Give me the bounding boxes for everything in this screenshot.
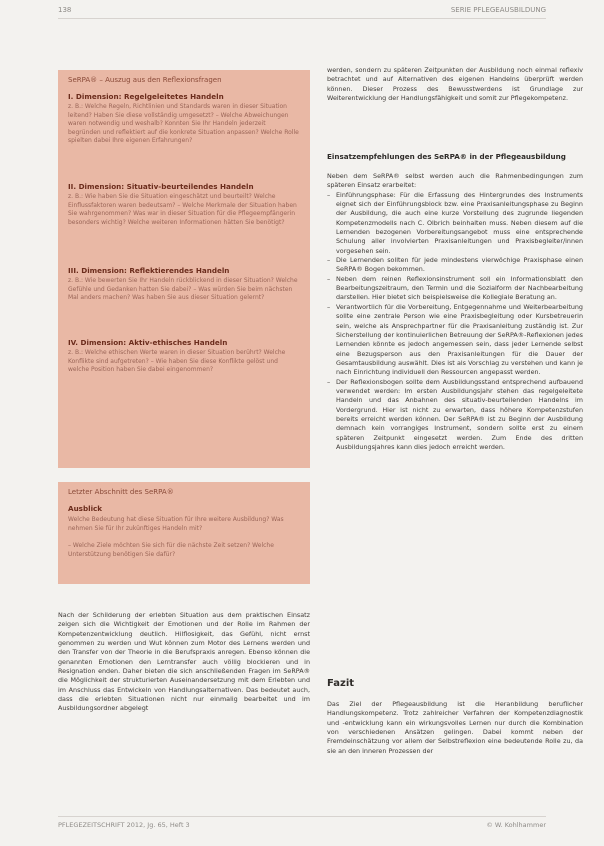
dimension-text: z. B.: Wie haben Sie die Situation eingeschätzt und beurteilt? Welche Einflussfaktoren waren bedeutsam? – Welche Merkmale der Situation haben Sie wahrgenommen? Was war in dieser Situation für die Pflegeempfängerin besonders wichtig? Welche weiteren Informationen hätten Sie benötigt? (68, 193, 297, 226)
publisher: © W. Kohlhammer (486, 821, 546, 829)
page-number: 138 (58, 6, 72, 14)
outlook-text-2: – Welche Ziele möchten Sie sich für die nächste Zeit setzen? Welche Unterstützung benötigen Sie dafür? (68, 542, 274, 558)
box-title: Letzter Abschnitt des SeRPA® (68, 488, 174, 496)
recommendations (327, 172, 583, 452)
journal-reference: PFLEGEZEITSCHRIFT 2012, Jg. 65, Heft 3 (58, 821, 190, 829)
dimension-text: z. B.: Wie bewerten Sie Ihr Handeln rückblickend in dieser Situation? Welche Gefühle und Gedanken hatten Sie dabei? – Was würden Sie beim nächsten Mal anders machen? Was haben Sie aus dieser Situation gelernt? (68, 277, 298, 302)
list-item: – Neben dem reinen Reflexionsinstrument soll ein Informationsblatt den Bearbeitungszeitraum, den Termin und die Sozialform der Nachbearbeitung darstellen. Hier bietet sich beispielsweise die Kollegiale Beratung an. (327, 275, 583, 303)
section-subheading: Einsatzempfehlungen des SeRPA® in der Pflegeausbildung (327, 152, 566, 161)
list-item: – Einführungsphase: Für die Erfassung des Hintergrundes des Instruments eignet sich der Einführungsblock bzw. eine Praxisanleitungsphase zu Beginn der Ausbildung, die auch eine kurze Vorstellung des zugrunde liegenden Kompetenzmodells nach C. Olbrich beinhalten muss. Neben diesem auf die Lernenden bezogenen Vorbereitungsangebot muss eine entsprechende Schulung aller involvierten Praxisanleitungen und Praxisbegleiter/innen vorgesehen sein. (327, 191, 583, 256)
outlook-box (58, 482, 310, 584)
dimension-1 (68, 92, 300, 146)
fazit-text (327, 700, 583, 756)
dimension-2 (68, 182, 300, 227)
dimension-text: z. B.: Welche ethischen Werte waren in dieser Situation berührt? Welche Konflikte sind aufgetreten? – Wie haben Sie diese Konflikte gelöst und welche Position haben Sie dabei eingenommen? (68, 349, 286, 374)
fazit-heading: Fazit (327, 678, 355, 689)
dimension-text: z. B.: Welche Regeln, Richtlinien und Standards waren in dieser Situation leitend? Haben Sie diese vollständig umgesetzt? – Welche Abweichungen waren notwendig und weshalb? Konnten Sie Ihr Handeln jederzeit begründen und reflektiert auf die konkrete Situation anpassen? Welche Rolle spielten dabei Ihre eigenen Erfahrungen? (68, 103, 299, 145)
dimension-heading: IV. Dimension: Aktiv-ethisches Handeln (68, 338, 228, 347)
box-title: SeRPA® – Auszug aus den Reflexionsfragen (68, 76, 222, 84)
dimension-3 (68, 266, 300, 303)
outlook-text-1: Welche Bedeutung hat diese Situation für Ihre weitere Ausbildung? Was nehmen Sie für Ihr zukünftiges Handeln mit? (68, 516, 284, 532)
list-item: – Verantwortlich für die Vorbereitung, Entgegennahme und Weiterbearbeitung sollte eine zentrale Person wie eine Praxisbegleitung oder Kursbetreuerin sein, welche als Ansprechpartner für die Praxisanleitung zuständig ist. Zur Sicherstellung der kontinuierlichen Betreuung der SeRPA®-Reflexionen jedes Lernenden könnte es jedoch angemessen sein, dass jeder Lernende selbst eine Bezugsperson aus den Praxisanleitungen für die Dauer der Gesamtausbildung auswählt. Dies ist als Vorschlag zu verstehen und kann je nach Einrichtung individuell den Ressourcen angepasst werden. (327, 303, 583, 378)
body-paragraph: Das Ziel der Pflegeausbildung ist die Heranbildung beruflicher Handlungskompetenz. Trotz zahlreicher Verfahren der Kompetenzdiagnostik und -entwicklung kann ein wirkungsvolles Lernen nur durch die Kombination von verschiedenen Ansätzen gelingen. Dabei kommt neben der Fremdeinschätzung vor allem der Selbstreflexion eine bedeutende Rolle zu, da sie an den inneren Prozessen der (327, 700, 583, 755)
outlook-heading: Ausblick (68, 504, 103, 513)
section-title: SERIE PFLEGEAUSBILDUNG (450, 6, 546, 14)
dimension-heading: III. Dimension: Reflektierendes Handeln (68, 266, 230, 275)
body-paragraph: Nach der Schilderung der erlebten Situation aus dem praktischen Einsatz zeigen sich die Wichtigkeit der Emotionen und der Rolle im Rahmen der Kompetenzentwicklung deutlich. Hilflosigkeit, das Gefühl, nicht ernst genommen zu werden und Wut können zum Motor des Lernens werden und den Transfer von der Theorie in die Berufspraxis anregen. Ebenso können die genannten Emotionen den Lerntransfer auch völlig blockieren und in Resignation enden. Daher bieten die sich anschließenden Fragen im SeRPA® die Möglichkeit der strukturierten Auseinandersetzung mit dem Erlebten und im Anschluss das Entwickeln von Handlungsalternativen. Das bedeutet auch, dass die erlebten Situationen nicht nur einmalig bearbeitet und im Ausbildungsordner abgelegt (58, 611, 310, 713)
body-paragraph: werden, sondern zu späteren Zeitpunkten der Ausbildung noch einmal reflexiv betrachtet und auf Alternativen des eigenen Handelns überprüft werden können. Dieser Prozess des Bewusstwerdens ist Grundlage zur Weiterentwicklung der Handlungsfähigkeit und somit zur Pflegekompetenz. (327, 66, 583, 103)
dimension-4 (68, 338, 300, 375)
right-column-intro (327, 66, 583, 103)
page-footer (58, 816, 546, 832)
recommendations-lead: Neben dem SeRPA® selbst werden auch die Rahmenbedingungen zum späteren Einsatz erarbeitet: (327, 172, 583, 190)
list-item: – Der Reflexionsbogen sollte dem Ausbildungsstand entsprechend aufbauend verwendet werden: Im ersten Ausbildungsjahr stehen das regelgeleitete Handeln und das Anbahnen des situativ-beurteilenden Handelns im Vordergrund. Hier ist nicht zu erwarten, dass höhere Kompetenzstufen bereits erreicht werden können. Der SeRPA® ist zu Beginn der Ausbildung demnach kein vorrangiges Instrument, sondern sollte erst zu einem späteren Zeitpunkt eingesetzt werden. Zum Ende des dritten Ausbildungsjahres kann dies jedoch erreicht werden. (327, 378, 583, 453)
dimension-heading: I. Dimension: Regelgeleitetes Handeln (68, 92, 224, 101)
recommendation-list (327, 191, 583, 453)
reflection-questions-box (58, 70, 310, 468)
dimension-heading: II. Dimension: Situativ-beurteilendes Handeln (68, 182, 254, 191)
left-column-text (58, 611, 310, 714)
list-item: – Die Lernenden sollten für jede mindestens vierwöchige Praxisphase einen SeRPA® Bogen bekommen. (327, 256, 583, 275)
running-header (58, 6, 546, 19)
